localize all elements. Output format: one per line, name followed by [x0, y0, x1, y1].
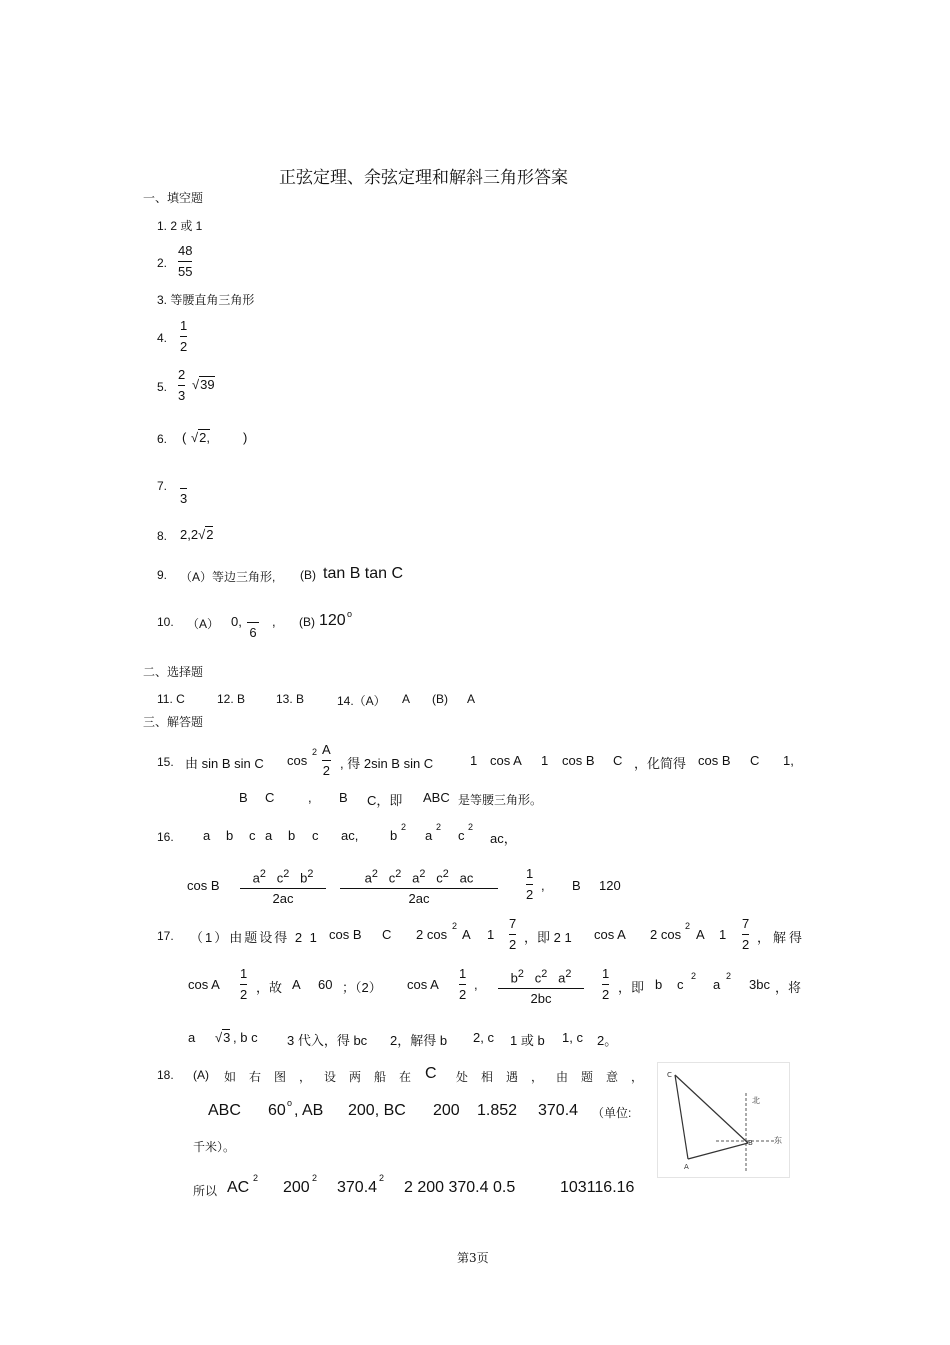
q16-term: c [312, 828, 319, 843]
answer-6-close: ) [243, 430, 248, 445]
q17-line3-a: a [188, 1030, 196, 1045]
q17-exponent: 2 [452, 921, 458, 931]
exponent: 2 [565, 968, 572, 980]
answer-2-fraction [178, 243, 192, 280]
q17-fraction-4 [459, 966, 466, 1003]
denominator: 3 [180, 491, 188, 506]
term: b [300, 870, 308, 886]
label-east: 东 [774, 1136, 782, 1145]
numerator: 1 [180, 318, 188, 333]
answer-9-part-b: tan B tan C [323, 565, 404, 582]
q18-word: 两 [349, 1070, 362, 1084]
q17-line2-j: c [677, 977, 684, 992]
q15-label: 15. [157, 755, 174, 769]
denominator: 2ac [408, 891, 430, 907]
answer-9-part-b-label: (B) [300, 568, 316, 582]
q15-text-10: cos B [698, 753, 731, 768]
q18-line2-c: , AB [294, 1102, 324, 1119]
denominator: 2 [602, 987, 610, 1002]
q17-exponent: 2 [685, 921, 691, 931]
term: b [510, 970, 518, 986]
q17-fraction-6 [602, 966, 609, 1003]
q17-line2-h: ，即 [618, 980, 645, 995]
numerator: 7 [509, 916, 517, 931]
q15-fraction [322, 742, 331, 779]
q15-text-1: 由 sin B sin C [185, 756, 264, 771]
q17-exponent: 2 [726, 971, 732, 981]
q15-text-3: , 得 2sin B sin C [340, 756, 434, 771]
q18-word: C [425, 1065, 437, 1082]
denominator: 2 [742, 937, 750, 952]
q16-fraction-1 [240, 866, 326, 907]
q18-line2-f: 1.852 [477, 1102, 518, 1119]
q18-line4-c: 200 [283, 1179, 310, 1196]
q17-line2-d: 60 [318, 977, 333, 992]
ship-diagram-svg [658, 1063, 789, 1177]
exponent: 2 [371, 868, 378, 880]
q17-line2-c: A [292, 977, 301, 992]
term: c [534, 970, 542, 986]
answer-1: 1. 2 或 1 [157, 219, 203, 233]
answer-2-label: 2. [157, 256, 168, 270]
answer-9-part-a: （A）等边三角形, [180, 570, 276, 584]
section-fill-heading: 一、填空题 [143, 191, 204, 205]
q16-fraction-2 [340, 866, 498, 907]
q18-word: 相 [481, 1070, 494, 1084]
q17-line3-g: 1, c [562, 1030, 583, 1045]
denominator: 2 [459, 987, 467, 1002]
radicand: 39 [200, 377, 215, 392]
exponent: 2 [442, 868, 449, 880]
q16-exponent: 2 [401, 822, 407, 832]
q16-b: B [572, 878, 581, 893]
degree-mark: o [287, 1098, 293, 1108]
q17-line1-i: 2 cos [650, 927, 682, 942]
denominator: 2bc [530, 991, 552, 1007]
answer-4-label: 4. [157, 331, 168, 345]
q16-term: a [265, 828, 273, 843]
q17-line1-l: ，解得 [757, 930, 806, 945]
answer-8-text: 2,2√2 [180, 527, 214, 542]
q15-line2-c: C [265, 790, 275, 805]
numerator: A [322, 742, 331, 757]
q18-word: 遇 [506, 1070, 519, 1084]
q17-line1-e: A [462, 927, 471, 942]
answer-8-value: 2,2 [180, 527, 199, 542]
exponent: 2 [283, 868, 290, 880]
q16-value: 120 [599, 878, 621, 893]
q18-label: 18. [157, 1068, 174, 1082]
choice-13: 13. B [276, 692, 305, 706]
q18-word: 题 [581, 1070, 594, 1084]
q17-fraction-1 [509, 916, 516, 953]
denominator: 2 [322, 763, 330, 778]
q17-line1-f: 1 [487, 927, 495, 942]
q18-line2-d: 200, BC [348, 1102, 406, 1119]
q18-word: 右 [249, 1070, 262, 1084]
q16-label: 16. [157, 830, 174, 844]
answer-5-radical: √39 [192, 377, 215, 392]
section-solve-heading: 三、解答题 [143, 715, 204, 729]
q16-exponent: 2 [468, 822, 474, 832]
q17-line2-e: ；（2） [342, 980, 382, 995]
q17-line2-f: cos A [407, 977, 439, 992]
q17-line2-a: cos A [188, 977, 220, 992]
choice-14-a: A [402, 692, 411, 706]
denominator: 2ac [272, 891, 294, 907]
section-choice-heading: 二、选择题 [143, 665, 204, 679]
q17-line2-k: a [713, 977, 721, 992]
exponent: 2 [419, 868, 426, 880]
numerator: 1 [526, 866, 534, 881]
answer-9-label: 9. [157, 568, 168, 582]
numerator: 1 [602, 966, 610, 981]
q17-fraction-3 [240, 966, 247, 1003]
numerator: 2 [178, 367, 186, 382]
choice-12: 12. B [217, 692, 246, 706]
term: c [436, 870, 443, 886]
q18-line2-g: 370.4 [538, 1102, 579, 1119]
q16-term: a [425, 828, 433, 843]
radicand: 2, [199, 430, 210, 445]
answer-4-fraction [180, 318, 187, 355]
q15-text-4: 1 [470, 753, 478, 768]
q17-line2-m: ，将 [775, 980, 802, 995]
q16-cosb: cos B [187, 878, 220, 893]
q17-line1-h: cos A [594, 927, 626, 942]
denominator: 2 [526, 887, 534, 902]
q18-word: 设 [324, 1070, 337, 1084]
side-ca [675, 1075, 688, 1159]
q18-word: 在 [399, 1070, 412, 1084]
ship-diagram [657, 1062, 790, 1178]
denominator: 2 [180, 339, 188, 354]
q18-line4-b: AC [227, 1179, 250, 1196]
answer-6-label: 6. [157, 432, 168, 446]
label-b: B [748, 1139, 753, 1147]
numerator: 1 [459, 966, 467, 981]
q17-line1-c: C [382, 927, 392, 942]
q17-line1-d: 2 cos [416, 927, 448, 942]
q16-term: b [226, 828, 234, 843]
q15-line2-comma: , [308, 790, 312, 805]
answer-10-part-a-label: （A） [187, 617, 220, 631]
answer-10-label: 10. [157, 615, 174, 629]
q18-word: 由 [556, 1070, 569, 1084]
q18-line4-f: 103116.16 [560, 1179, 635, 1196]
q18-word: ， [531, 1070, 544, 1084]
q18-word: 船 [374, 1070, 387, 1084]
q15-text-9: ，化简得 [634, 756, 687, 771]
q15-cos: cos [287, 753, 308, 768]
q17-label: 17. [157, 929, 174, 943]
answer-8-label: 8. [157, 529, 168, 543]
term: c [388, 870, 396, 886]
q17-line2-b: ，故 [256, 980, 283, 995]
q17-line1-g: ，即 2 1 [524, 930, 572, 945]
exponent: 2 [259, 868, 266, 880]
term: a [252, 870, 260, 886]
q18-exponent: 2 [379, 1173, 385, 1183]
exponent: 2 [395, 868, 402, 880]
denominator: 2 [509, 937, 517, 952]
answer-10-angle: 120 [319, 612, 346, 629]
q17-exponent: 2 [691, 971, 697, 981]
q15-exponent: 2 [312, 747, 318, 757]
q15-text-8: C [613, 753, 623, 768]
q17-fraction-5 [498, 966, 584, 1007]
q18-word: (A) [193, 1068, 209, 1082]
q17-line3-d: 2，解得 b [390, 1033, 448, 1048]
numerator: 48 [178, 243, 193, 258]
q17-line3-h: 2。 [597, 1033, 618, 1048]
q15-line2-c2: C，即 [367, 793, 403, 808]
q15-line2-b2: B [339, 790, 348, 805]
numerator [498, 966, 584, 986]
denominator: 3 [178, 388, 186, 403]
q18-word: ， [299, 1070, 312, 1084]
choice-14-label: 14.（A） [337, 694, 386, 708]
q17-line3-e: 2, c [473, 1030, 494, 1045]
q16-term: ac, [341, 828, 359, 843]
term: a [364, 870, 372, 886]
q18-exponent: 2 [253, 1173, 259, 1183]
q18-word: ， [631, 1070, 644, 1084]
q16-term: c [458, 828, 465, 843]
choice-11: 11. C [157, 692, 185, 706]
side-ab [688, 1143, 748, 1159]
q17-line2-l: 3bc [749, 977, 770, 992]
q15-text-7: cos B [562, 753, 595, 768]
q17-line3-c: 3 代入，得 bc [287, 1033, 368, 1048]
side-cb [675, 1075, 748, 1143]
q16-term: a [203, 828, 211, 843]
choice-14-b: A [467, 692, 476, 706]
denominator: 55 [178, 264, 193, 279]
q17-line1-j: A [696, 927, 705, 942]
numerator: 1 [240, 966, 248, 981]
numerator: 7 [742, 916, 750, 931]
q15-line2-b: B [239, 790, 248, 805]
exponent: 2 [517, 968, 524, 980]
q15-text-6: 1 [541, 753, 549, 768]
q16-fraction-3 [526, 866, 533, 903]
radicand: 3 [223, 1030, 231, 1045]
numerator [240, 866, 326, 886]
q15-line2-conclusion: 是等腰三角形。 [458, 793, 543, 807]
q18-word: 图 [274, 1070, 287, 1084]
answer-6-radical: √2, [191, 430, 210, 445]
q18-line2-e: 200 [433, 1102, 460, 1119]
q18-word: 意 [606, 1070, 619, 1084]
label-a: A [684, 1163, 689, 1171]
q16-term: ac， [490, 831, 517, 846]
term: a [558, 970, 566, 986]
exponent: 2 [307, 868, 314, 880]
q17-line3-radical: √3 [215, 1030, 231, 1045]
q17-line2-g: , [474, 977, 478, 992]
radicand: 2 [206, 527, 214, 542]
answer-5-fraction [178, 367, 185, 404]
q17-fraction-2 [742, 916, 749, 953]
q15-text-12: 1, [783, 753, 794, 768]
q18-line2-a: ABC [208, 1102, 241, 1119]
answer-10-interval-start: 0, [231, 614, 242, 629]
q16-term: c [249, 828, 256, 843]
q18-line4-e: 2 200 370.4 0.5 [404, 1179, 516, 1196]
page-number: 第3页 [457, 1251, 489, 1265]
q18-line2-b: 60 [268, 1102, 286, 1119]
q15-text-5: cos A [490, 753, 522, 768]
q16-exponent: 2 [436, 822, 442, 832]
q18-word: 如 [224, 1070, 237, 1084]
answer-10-fraction [247, 604, 259, 641]
q17-line3-b: , b c [233, 1030, 258, 1045]
q15-line2-triangle: ABC [423, 790, 450, 805]
denominator: 2 [240, 987, 248, 1002]
term: ac [459, 870, 474, 886]
q16-term: b [288, 828, 296, 843]
q18-line3: 千米）。 [193, 1140, 236, 1154]
answer-6-open: ( [182, 430, 187, 445]
q17-line1-b: cos B [329, 927, 362, 942]
answer-7-fraction [180, 470, 187, 507]
answer-5-label: 5. [157, 380, 168, 394]
q17-line1-k: 1 [719, 927, 727, 942]
q18-line4-a: 所以 [193, 1184, 218, 1198]
term: a [412, 870, 420, 886]
q16-term: b [390, 828, 398, 843]
q17-line2-i: b [655, 977, 663, 992]
numerator [340, 866, 498, 886]
answer-7-label: 7. [157, 479, 168, 493]
q18-exponent: 2 [312, 1173, 318, 1183]
denominator: 6 [249, 625, 257, 640]
term: c [276, 870, 284, 886]
label-north: 北 [752, 1096, 760, 1105]
answer-3: 3. 等腰直角三角形 [157, 293, 255, 307]
q17-line3-f: 1 或 b [510, 1033, 545, 1048]
q18-line2-h: （单位: [592, 1106, 632, 1120]
exponent: 2 [541, 968, 548, 980]
q18-word: 处 [456, 1070, 469, 1084]
answer-10-part-b-label: (B) [299, 615, 315, 629]
q16-comma: , [541, 878, 545, 893]
q15-text-11: C [750, 753, 760, 768]
answer-10-comma: , [272, 614, 276, 629]
choice-14-b-label: (B) [432, 692, 448, 706]
page-title: 正弦定理、余弦定理和解斜三角形答案 [279, 168, 568, 188]
label-c: C [667, 1071, 672, 1079]
degree-mark: o [347, 609, 353, 619]
q17-line1-a: （1）由题设得 2 1 [190, 930, 319, 945]
q18-line4-d: 370.4 [337, 1179, 378, 1196]
